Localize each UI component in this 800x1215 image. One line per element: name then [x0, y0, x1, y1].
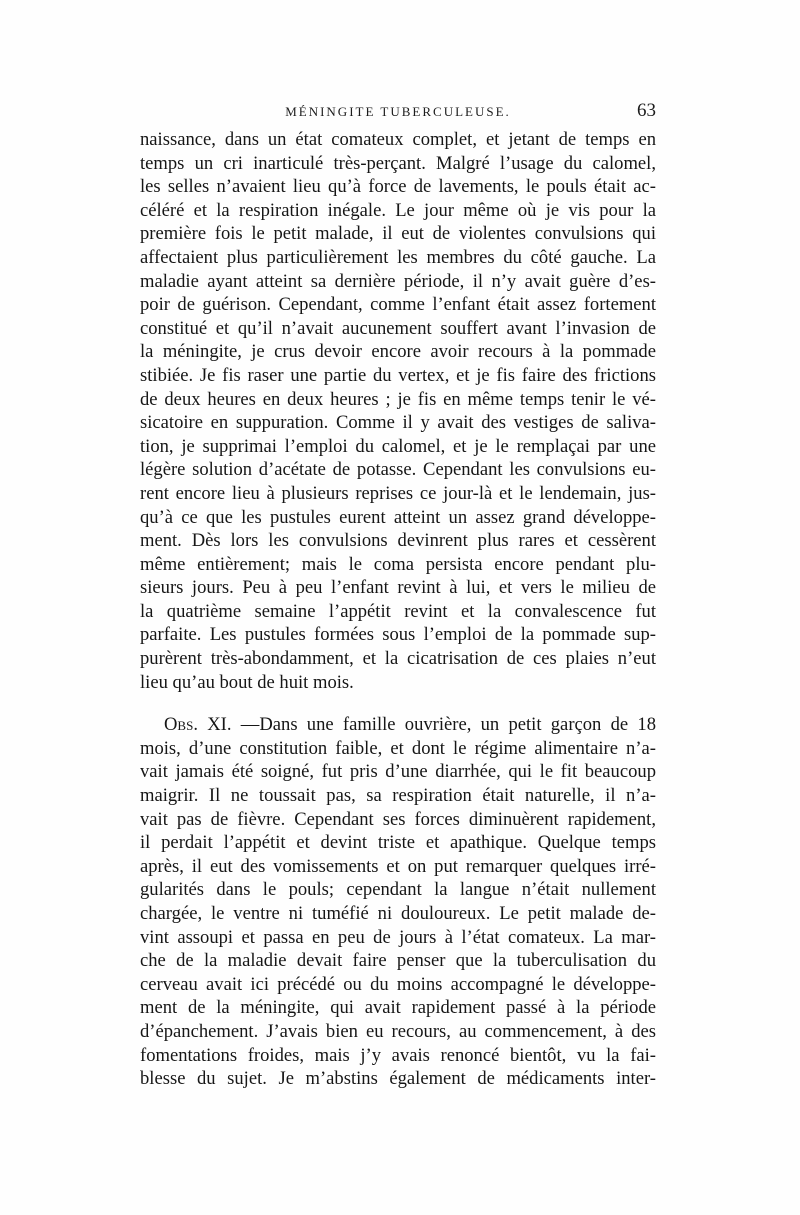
text-line: gularités dans le pouls; cependant la langue n’était nullement	[140, 879, 656, 901]
text-line: maigrir. Il ne toussait pas, sa respiration était naturelle, il n’a-	[140, 785, 656, 807]
text-line: poir de guérison. Cependant, comme l’enfant était assez fortement	[140, 294, 656, 316]
text-line: première fois le petit malade, il eut de violentes convulsions qui	[140, 223, 656, 245]
text-line: la quatrième semaine l’appétit revint et la convalescence fut	[140, 600, 656, 622]
text-line: cerveau avait ici précédé ou du moins accompagné le développe-	[140, 973, 656, 995]
text-line: chargée, le ventre ni tuméfié ni douloureux. Le petit malade de-	[140, 903, 656, 924]
observation-label: Obs. XI.	[164, 714, 232, 736]
observation-first-line: —Dans une famille ouvrière, un petit garçon de 18	[231, 714, 656, 736]
paragraph-continuation	[140, 128, 656, 694]
text-line: tion, je supprimai l’emploi du calomel, et je le remplaçai par une	[140, 435, 656, 457]
text-line: sieurs jours. Peu à peu l’enfant revint à lui, et vers le milieu de	[140, 577, 656, 599]
paragraph-observation-xi	[140, 713, 656, 1091]
text-line: d’épanchement. J’avais bien eu recours, au commencement, à des	[140, 1020, 656, 1042]
paragraph-gap	[140, 694, 656, 713]
text-line: purèrent très-abondamment, et la cicatrisation de ces plaies n’eut	[140, 648, 656, 670]
text-line: vait jamais été soigné, fut pris d’une diarrhée, qui le fit beaucoup	[140, 761, 656, 783]
text-line: même entièrement; mais le coma persista encore pendant plu-	[140, 553, 656, 575]
text-line: blesse du sujet. Je m’abstins également de médicaments inter-	[140, 1068, 656, 1090]
text-line: parfaite. Les pustules formées sous l’emploi de la pommade sup-	[140, 624, 656, 646]
text-line: maladie ayant atteint sa dernière période, il n’y avait guère d’es-	[140, 270, 656, 292]
text-line: légère solution d’acétate de potasse. Cependant les convulsions eu-	[140, 459, 656, 481]
text-line: ment de la méningite, qui avait rapidement passé à la période	[140, 997, 656, 1019]
text-line: vait pas de fièvre. Cependant ses forces diminuèrent rapidement,	[140, 808, 656, 830]
text-line: vint assoupi et passa en peu de jours à l’état comateux. La mar-	[140, 926, 656, 948]
text-line: stibiée. Je fis raser une partie du vertex, et je fis faire des frictions	[140, 364, 656, 386]
running-title: MÉNINGITE TUBERCULEUSE.	[285, 104, 511, 119]
text-line: la méningite, je crus devoir encore avoir recours à la pommade	[140, 341, 656, 363]
text-line: fomentations froides, mais j’y avais renoncé bientôt, vu la fai-	[140, 1044, 656, 1066]
text-line: ment. Dès lors les convulsions devinrent plus rares et cessèrent	[140, 530, 656, 552]
text-line: les selles n’avaient lieu qu’à force de lavements, le pouls était ac-	[140, 176, 656, 198]
page-number: 63	[637, 100, 656, 121]
text-line: de deux heures en deux heures ; je fis en même temps tenir le vé-	[140, 388, 656, 410]
text-line: temps un cri inarticulé très-perçant. Malgré l’usage du calomel,	[140, 152, 656, 174]
text-line: lieu qu’au bout de huit mois.	[140, 671, 354, 693]
body-text	[140, 128, 656, 1091]
text-line: rent encore lieu à plusieurs reprises ce jour-là et le lendemain, jus-	[140, 482, 656, 504]
text-line: céléré et la respiration inégale. Le jour même où je vis pour la	[140, 199, 656, 221]
text-line: che de la maladie devait faire penser que la tuberculisation du	[140, 950, 656, 972]
text-line: naissance, dans un état comateux complet, et jetant de temps en	[140, 129, 656, 150]
running-head	[140, 100, 656, 124]
text-line: après, il eut des vomissements et on put remarquer quelques irré-	[140, 855, 656, 877]
text-line: qu’à ce que les pustules eurent atteint un assez grand développe-	[140, 506, 656, 528]
text-line: affectaient plus particulièrement les membres du côté gauche. La	[140, 246, 656, 268]
text-line	[140, 713, 656, 737]
text-line: sicatoire en suppuration. Comme il y avait des vestiges de saliva-	[140, 412, 656, 434]
text-line: mois, d’une constitution faible, et dont le régime alimentaire n’a-	[140, 737, 656, 759]
text-line: constitué et qu’il n’avait aucunement souffert avant l’invasion de	[140, 317, 656, 339]
text-line: il perdait l’appétit et devint triste et apathique. Quelque temps	[140, 832, 656, 854]
